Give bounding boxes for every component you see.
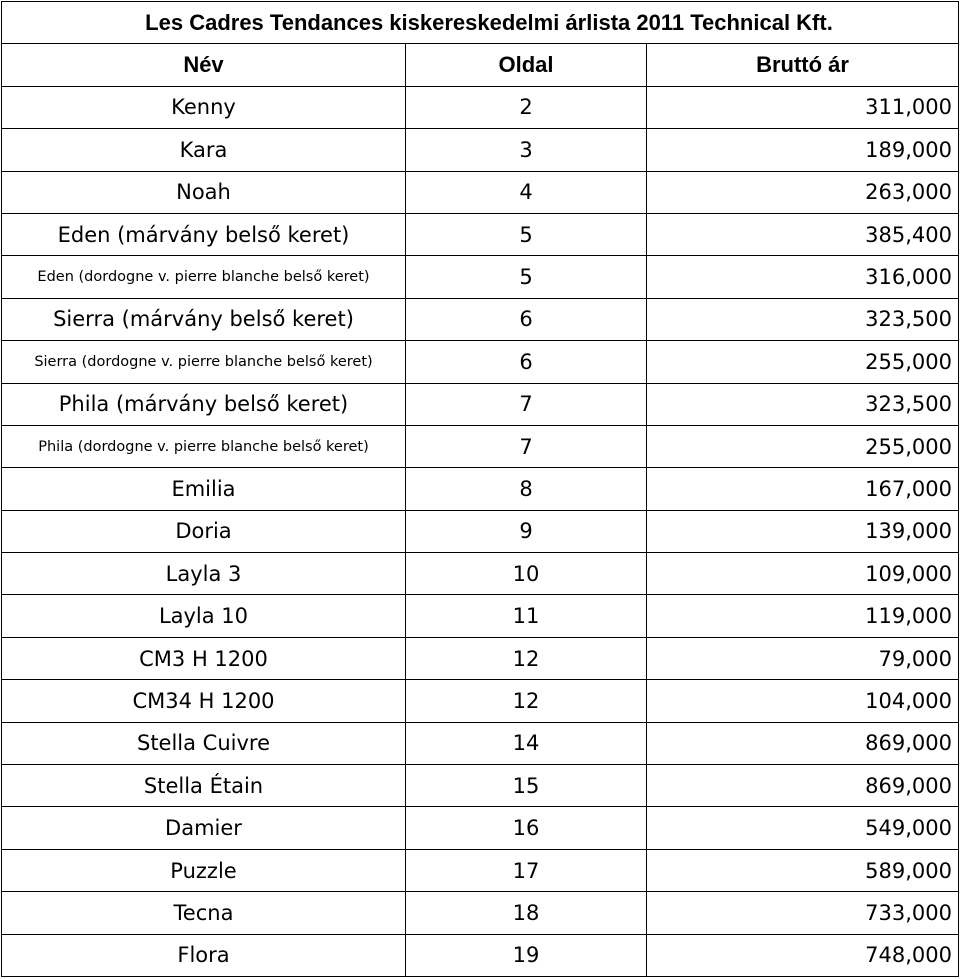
product-name-cell: Emilia [2, 468, 406, 510]
product-name-cell: Damier [2, 807, 406, 849]
product-name-cell: Stella Étain [2, 765, 406, 807]
table-row [2, 171, 959, 213]
table-row [2, 213, 959, 255]
gross-price-cell: 139,000 [647, 510, 959, 552]
page-number-cell: 5 [406, 256, 647, 298]
page-number-cell: 12 [406, 680, 647, 722]
table-row [2, 722, 959, 764]
table-row [2, 425, 959, 467]
gross-price-cell: 323,500 [647, 383, 959, 425]
page-number-cell: 19 [406, 934, 647, 976]
gross-price-cell: 589,000 [647, 849, 959, 891]
table-row [2, 680, 959, 722]
gross-price-cell: 255,000 [647, 341, 959, 383]
page-number-cell: 5 [406, 213, 647, 255]
header-row [2, 44, 959, 86]
page-number-cell: 7 [406, 383, 647, 425]
table-row [2, 765, 959, 807]
page-number-cell: 9 [406, 510, 647, 552]
product-name-cell: Tecna [2, 892, 406, 934]
gross-price-cell: 104,000 [647, 680, 959, 722]
table-row [2, 86, 959, 128]
product-name-cell: Layla 3 [2, 553, 406, 595]
page-number-cell: 12 [406, 637, 647, 679]
page-number-cell: 17 [406, 849, 647, 891]
page-number-cell: 16 [406, 807, 647, 849]
gross-price-cell: 79,000 [647, 637, 959, 679]
product-name-cell: Kara [2, 129, 406, 171]
product-name-cell: Stella Cuivre [2, 722, 406, 764]
page-number-cell: 8 [406, 468, 647, 510]
product-name-cell: Eden (márvány belső keret) [2, 213, 406, 255]
product-name-cell: Sierra (dordogne v. pierre blanche belső keret) [2, 341, 406, 383]
gross-price-cell: 733,000 [647, 892, 959, 934]
page-number-cell: 3 [406, 129, 647, 171]
product-name-cell: Kenny [2, 86, 406, 128]
product-name-cell: Sierra (márvány belső keret) [2, 298, 406, 340]
table-row [2, 807, 959, 849]
table-row [2, 637, 959, 679]
gross-price-cell: 316,000 [647, 256, 959, 298]
column-header-page: Oldal [406, 44, 647, 86]
product-name-cell: CM34 H 1200 [2, 680, 406, 722]
table-row [2, 129, 959, 171]
page-number-cell: 11 [406, 595, 647, 637]
gross-price-cell: 323,500 [647, 298, 959, 340]
table-row [2, 849, 959, 891]
table-title: Les Cadres Tendances kiskereskedelmi árlista 2011 Technical Kft. [2, 2, 959, 44]
gross-price-cell: 189,000 [647, 129, 959, 171]
table-row [2, 934, 959, 976]
table-row [2, 595, 959, 637]
gross-price-cell: 109,000 [647, 553, 959, 595]
table-row [2, 256, 959, 298]
product-name-cell: Layla 10 [2, 595, 406, 637]
gross-price-cell: 869,000 [647, 722, 959, 764]
product-name-cell: Puzzle [2, 849, 406, 891]
page-number-cell: 7 [406, 425, 647, 467]
gross-price-cell: 549,000 [647, 807, 959, 849]
title-row [2, 2, 959, 44]
page-number-cell: 4 [406, 171, 647, 213]
column-header-price: Bruttó ár [647, 44, 959, 86]
page-number-cell: 6 [406, 341, 647, 383]
product-name-cell: Phila (márvány belső keret) [2, 383, 406, 425]
gross-price-cell: 255,000 [647, 425, 959, 467]
gross-price-cell: 869,000 [647, 765, 959, 807]
table-row [2, 468, 959, 510]
page-number-cell: 15 [406, 765, 647, 807]
gross-price-cell: 748,000 [647, 934, 959, 976]
page-number-cell: 6 [406, 298, 647, 340]
table-row [2, 892, 959, 934]
table-row [2, 383, 959, 425]
product-name-cell: Flora [2, 934, 406, 976]
gross-price-cell: 385,400 [647, 213, 959, 255]
product-name-cell: Doria [2, 510, 406, 552]
table-row [2, 553, 959, 595]
product-name-cell: Noah [2, 171, 406, 213]
page-number-cell: 2 [406, 86, 647, 128]
page-number-cell: 18 [406, 892, 647, 934]
page-number-cell: 14 [406, 722, 647, 764]
product-name-cell: Phila (dordogne v. pierre blanche belső keret) [2, 425, 406, 467]
gross-price-cell: 263,000 [647, 171, 959, 213]
table-body [2, 86, 959, 976]
table-row [2, 298, 959, 340]
gross-price-cell: 119,000 [647, 595, 959, 637]
product-name-cell: Eden (dordogne v. pierre blanche belső keret) [2, 256, 406, 298]
table-row [2, 510, 959, 552]
page-number-cell: 10 [406, 553, 647, 595]
price-list-table [1, 1, 959, 977]
gross-price-cell: 167,000 [647, 468, 959, 510]
table-row [2, 341, 959, 383]
column-header-name: Név [2, 44, 406, 86]
gross-price-cell: 311,000 [647, 86, 959, 128]
product-name-cell: CM3 H 1200 [2, 637, 406, 679]
